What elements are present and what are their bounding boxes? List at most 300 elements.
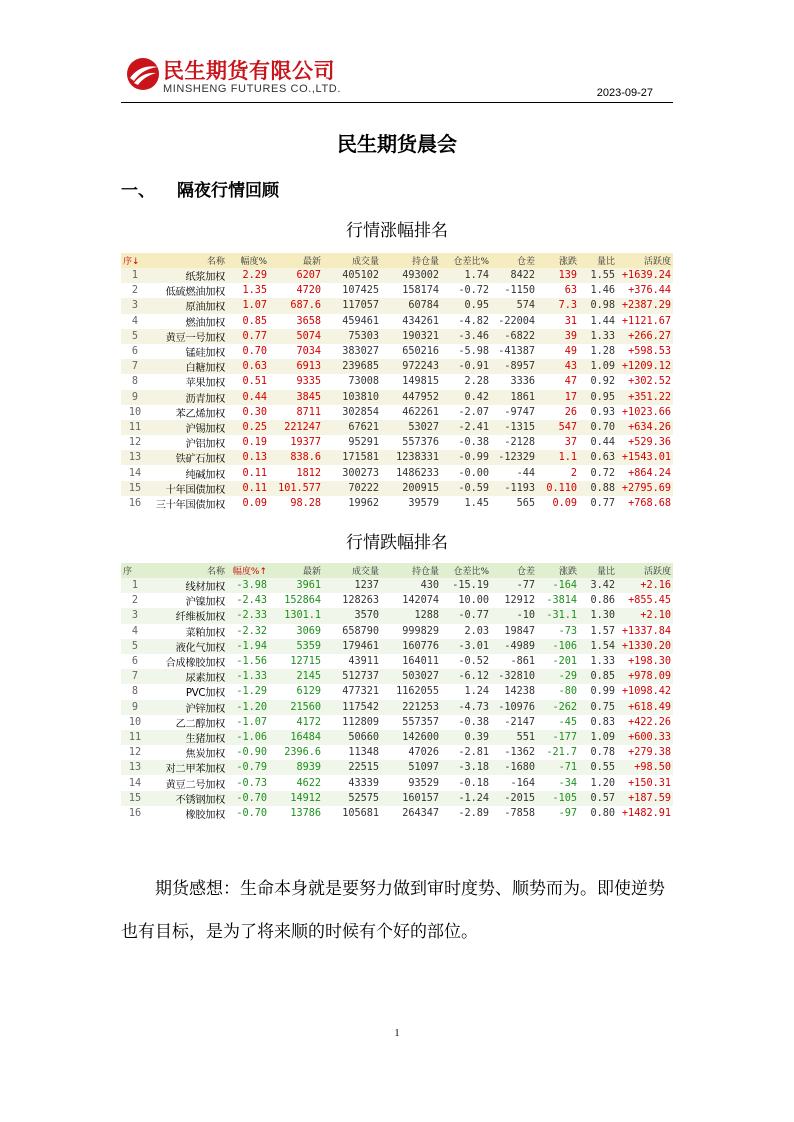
oi-change-cell: 19847 <box>491 624 537 639</box>
price-change-cell: 547 <box>537 420 579 435</box>
seq-cell: 3 <box>121 298 149 313</box>
oi-change-cell: -10976 <box>491 700 537 715</box>
gainers-caption: 行情涨幅排名 <box>346 221 448 241</box>
open-interest-cell: 462261 <box>381 405 441 420</box>
losers-header-open-interest[interactable]: 持仓量 <box>381 563 441 578</box>
gainers-header-name[interactable]: 名称 <box>149 253 227 268</box>
seq-cell: 6 <box>121 654 149 669</box>
seq-cell: 14 <box>121 775 149 790</box>
volume-ratio-cell: 0.99 <box>579 684 617 699</box>
table-row[interactable] <box>121 465 673 480</box>
oi-change-pct-cell: -0.59 <box>441 481 491 496</box>
oi-change-pct-cell: 0.95 <box>441 298 491 313</box>
latest-cell: 3069 <box>269 624 323 639</box>
name-cell: 纸浆加权 <box>149 268 227 283</box>
oi-change-cell: -6822 <box>491 329 537 344</box>
change-pct-cell: -2.32 <box>227 624 269 639</box>
change-pct-cell: 0.77 <box>227 329 269 344</box>
open-interest-cell: 493002 <box>381 268 441 283</box>
name-cell: 十年国债加权 <box>149 481 227 496</box>
seq-cell: 11 <box>121 420 149 435</box>
latest-cell: 16484 <box>269 730 323 745</box>
gainers-header-activity[interactable]: 活跃度 <box>617 253 673 268</box>
seq-cell: 8 <box>121 684 149 699</box>
oi-change-pct-cell: -2.89 <box>441 806 491 821</box>
change-pct-cell: -1.06 <box>227 730 269 745</box>
oi-change-cell: 8422 <box>491 268 537 283</box>
open-interest-cell: 200915 <box>381 481 441 496</box>
volume-ratio-cell: 1.54 <box>579 639 617 654</box>
latest-cell: 8711 <box>269 405 323 420</box>
price-change-cell: -106 <box>537 639 579 654</box>
volume-ratio-cell: 1.55 <box>579 268 617 283</box>
volume-cell: 512737 <box>323 669 381 684</box>
volume-ratio-cell: 1.44 <box>579 314 617 329</box>
table-row[interactable] <box>121 760 673 775</box>
price-change-cell: -177 <box>537 730 579 745</box>
price-change-cell: -73 <box>537 624 579 639</box>
table-row[interactable] <box>121 654 673 669</box>
volume-ratio-cell: 0.44 <box>579 435 617 450</box>
activity-cell: +2795.69 <box>617 481 673 496</box>
gainers-header-volume[interactable]: 成交量 <box>323 253 381 268</box>
losers-header-latest[interactable]: 最新 <box>269 563 323 578</box>
price-change-cell: 37 <box>537 435 579 450</box>
activity-cell: +376.44 <box>617 283 673 298</box>
oi-change-cell: -8957 <box>491 359 537 374</box>
volume-cell: 52575 <box>323 791 381 806</box>
oi-change-pct-cell: 2.03 <box>441 624 491 639</box>
oi-change-cell: -41387 <box>491 344 537 359</box>
gainers-header-latest[interactable]: 最新 <box>269 253 323 268</box>
futures-thoughts-text: 期货感想：生命本身就是要努力做到审时度势、顺势而为。即使逆势也有目标，是为了将来顺的时候有个好的部位。 <box>121 879 665 942</box>
document-title: 民生期货晨会 <box>337 132 457 156</box>
table-row[interactable] <box>121 684 673 699</box>
latest-cell: 6207 <box>269 268 323 283</box>
change-pct-cell: -1.33 <box>227 669 269 684</box>
volume-ratio-cell: 0.86 <box>579 593 617 608</box>
seq-cell: 9 <box>121 700 149 715</box>
seq-cell: 2 <box>121 593 149 608</box>
volume-cell: 19962 <box>323 496 381 511</box>
open-interest-cell: 1486233 <box>381 465 441 480</box>
losers-caption: 行情跌幅排名 <box>346 533 448 553</box>
oi-change-pct-cell: -0.91 <box>441 359 491 374</box>
open-interest-cell: 164011 <box>381 654 441 669</box>
oi-change-cell: -1680 <box>491 760 537 775</box>
oi-change-cell: -2128 <box>491 435 537 450</box>
activity-cell: +600.33 <box>617 730 673 745</box>
table-row[interactable] <box>121 700 673 715</box>
open-interest-cell: 1238331 <box>381 450 441 465</box>
price-change-cell: -201 <box>537 654 579 669</box>
latest-cell: 152864 <box>269 593 323 608</box>
volume-ratio-cell: 1.33 <box>579 329 617 344</box>
volume-ratio-cell: 1.46 <box>579 283 617 298</box>
name-cell: 锰硅加权 <box>149 344 227 359</box>
oi-change-pct-cell: -2.81 <box>441 745 491 760</box>
latest-cell: 6913 <box>269 359 323 374</box>
price-change-cell: -164 <box>537 578 579 593</box>
oi-change-pct-cell: 1.45 <box>441 496 491 511</box>
activity-cell: +351.22 <box>617 390 673 405</box>
price-change-cell: -105 <box>537 791 579 806</box>
price-change-cell: 0.110 <box>537 481 579 496</box>
gainers-header-seq[interactable]: 序↓ <box>121 253 149 268</box>
losers-header-volume[interactable]: 成交量 <box>323 563 381 578</box>
gainers-header-price-change[interactable]: 涨跌 <box>537 253 579 268</box>
activity-cell: +768.68 <box>617 496 673 511</box>
volume-cell: 405102 <box>323 268 381 283</box>
table-row[interactable] <box>121 420 673 435</box>
table-row[interactable] <box>121 745 673 760</box>
name-cell: 生猪加权 <box>149 730 227 745</box>
activity-cell: +1209.12 <box>617 359 673 374</box>
oi-change-cell: -10 <box>491 608 537 623</box>
latest-cell: 4720 <box>269 283 323 298</box>
activity-cell: +1121.67 <box>617 314 673 329</box>
open-interest-cell: 264347 <box>381 806 441 821</box>
activity-cell: +302.52 <box>617 374 673 389</box>
open-interest-cell: 53027 <box>381 420 441 435</box>
latest-cell: 1812 <box>269 465 323 480</box>
latest-cell: 838.6 <box>269 450 323 465</box>
oi-change-cell: -77 <box>491 578 537 593</box>
price-change-cell: -21.7 <box>537 745 579 760</box>
change-pct-cell: 0.19 <box>227 435 269 450</box>
gainers-header-oi-change-pct[interactable]: 仓差比% <box>441 253 491 268</box>
volume-ratio-cell: 0.78 <box>579 745 617 760</box>
name-cell: 原油加权 <box>149 298 227 313</box>
page-header <box>121 54 673 103</box>
change-pct-cell: -0.90 <box>227 745 269 760</box>
open-interest-cell: 47026 <box>381 745 441 760</box>
name-cell: 低硫燃油加权 <box>149 283 227 298</box>
activity-cell: +1023.66 <box>617 405 673 420</box>
table-row[interactable] <box>121 268 673 283</box>
seq-cell: 12 <box>121 745 149 760</box>
losers-header-volume-ratio[interactable]: 量比 <box>579 563 617 578</box>
volume-cell: 300273 <box>323 465 381 480</box>
volume-ratio-cell: 0.55 <box>579 760 617 775</box>
volume-cell: 383027 <box>323 344 381 359</box>
change-pct-cell: -1.29 <box>227 684 269 699</box>
volume-cell: 73008 <box>323 374 381 389</box>
change-pct-cell: -1.20 <box>227 700 269 715</box>
losers-header-activity[interactable]: 活跃度 <box>617 563 673 578</box>
change-pct-cell: 0.51 <box>227 374 269 389</box>
price-change-cell: 1.1 <box>537 450 579 465</box>
table-row[interactable] <box>121 496 673 511</box>
table-row[interactable] <box>121 374 673 389</box>
price-change-cell: 47 <box>537 374 579 389</box>
volume-ratio-cell: 1.09 <box>579 730 617 745</box>
price-change-cell: -31.1 <box>537 608 579 623</box>
gainers-header-oi-change[interactable]: 仓差 <box>491 253 537 268</box>
open-interest-cell: 221253 <box>381 700 441 715</box>
losers-header-oi-change[interactable]: 仓差 <box>491 563 537 578</box>
table-row[interactable] <box>121 283 673 298</box>
activity-cell: +634.26 <box>617 420 673 435</box>
price-change-cell: 49 <box>537 344 579 359</box>
volume-cell: 43911 <box>323 654 381 669</box>
open-interest-cell: 160157 <box>381 791 441 806</box>
volume-cell: 302854 <box>323 405 381 420</box>
name-cell: 黄豆二号加权 <box>149 775 227 790</box>
volume-ratio-cell: 0.57 <box>579 791 617 806</box>
table-row[interactable] <box>121 624 673 639</box>
losers-header-price-change[interactable]: 涨跌 <box>537 563 579 578</box>
activity-cell: +2.10 <box>617 608 673 623</box>
table-row[interactable] <box>121 608 673 623</box>
volume-ratio-cell: 0.77 <box>579 496 617 511</box>
minsheng-logo-icon <box>125 56 161 92</box>
table-row[interactable] <box>121 639 673 654</box>
activity-cell: +150.31 <box>617 775 673 790</box>
volume-cell: 107425 <box>323 283 381 298</box>
oi-change-cell: -22004 <box>491 314 537 329</box>
latest-cell: 6129 <box>269 684 323 699</box>
latest-cell: 1301.1 <box>269 608 323 623</box>
name-cell: 沪铝加权 <box>149 435 227 450</box>
volume-ratio-cell: 0.93 <box>579 405 617 420</box>
oi-change-pct-cell: -0.99 <box>441 450 491 465</box>
latest-cell: 12715 <box>269 654 323 669</box>
latest-cell: 21560 <box>269 700 323 715</box>
seq-cell: 5 <box>121 639 149 654</box>
oi-change-pct-cell: -3.18 <box>441 760 491 775</box>
seq-cell: 14 <box>121 465 149 480</box>
volume-ratio-cell: 0.85 <box>579 669 617 684</box>
oi-change-pct-cell: 1.24 <box>441 684 491 699</box>
table-row[interactable] <box>121 481 673 496</box>
activity-cell: +422.26 <box>617 715 673 730</box>
volume-ratio-cell: 3.42 <box>579 578 617 593</box>
price-change-cell: -97 <box>537 806 579 821</box>
activity-cell: +855.45 <box>617 593 673 608</box>
futures-thoughts-paragraph <box>121 868 681 954</box>
volume-cell: 239685 <box>323 359 381 374</box>
oi-change-pct-cell: -4.82 <box>441 314 491 329</box>
oi-change-pct-cell: -4.73 <box>441 700 491 715</box>
oi-change-cell: -32810 <box>491 669 537 684</box>
table-row[interactable] <box>121 329 673 344</box>
volume-cell: 112809 <box>323 715 381 730</box>
seq-cell: 11 <box>121 730 149 745</box>
price-change-cell: 43 <box>537 359 579 374</box>
activity-cell: +98.50 <box>617 760 673 775</box>
table-row[interactable] <box>121 435 673 450</box>
table-row[interactable] <box>121 390 673 405</box>
seq-cell: 16 <box>121 806 149 821</box>
volume-cell: 477321 <box>323 684 381 699</box>
latest-cell: 98.28 <box>269 496 323 511</box>
volume-cell: 95291 <box>323 435 381 450</box>
table-row[interactable] <box>121 593 673 608</box>
table-row[interactable] <box>121 359 673 374</box>
change-pct-cell: -0.70 <box>227 806 269 821</box>
latest-cell: 3961 <box>269 578 323 593</box>
volume-ratio-cell: 0.92 <box>579 374 617 389</box>
activity-cell: +1337.84 <box>617 624 673 639</box>
change-pct-cell: -1.94 <box>227 639 269 654</box>
volume-cell: 1237 <box>323 578 381 593</box>
volume-cell: 22515 <box>323 760 381 775</box>
price-change-cell: 0.09 <box>537 496 579 511</box>
table-row[interactable] <box>121 791 673 806</box>
volume-ratio-cell: 1.09 <box>579 359 617 374</box>
page-number: 1 <box>394 1028 400 1039</box>
losers-header-name[interactable]: 名称 <box>149 563 227 578</box>
table-row[interactable] <box>121 715 673 730</box>
name-cell: 沪锡加权 <box>149 420 227 435</box>
change-pct-cell: -3.98 <box>227 578 269 593</box>
open-interest-cell: 142074 <box>381 593 441 608</box>
name-cell: 合成橡胶加权 <box>149 654 227 669</box>
activity-cell: +598.53 <box>617 344 673 359</box>
name-cell: 纤维板加权 <box>149 608 227 623</box>
activity-cell: +2387.29 <box>617 298 673 313</box>
name-cell: 焦炭加权 <box>149 745 227 760</box>
open-interest-cell: 158174 <box>381 283 441 298</box>
oi-change-cell: -2147 <box>491 715 537 730</box>
price-change-cell: -45 <box>537 715 579 730</box>
oi-change-pct-cell: -15.19 <box>441 578 491 593</box>
name-cell: 对二甲苯加权 <box>149 760 227 775</box>
change-pct-cell: 2.29 <box>227 268 269 283</box>
name-cell: 菜粕加权 <box>149 624 227 639</box>
latest-cell: 5074 <box>269 329 323 344</box>
activity-cell: +198.30 <box>617 654 673 669</box>
oi-change-cell: -1315 <box>491 420 537 435</box>
oi-change-pct-cell: -0.18 <box>441 775 491 790</box>
volume-ratio-cell: 1.30 <box>579 608 617 623</box>
change-pct-cell: -0.79 <box>227 760 269 775</box>
table-row[interactable] <box>121 669 673 684</box>
table-row[interactable] <box>121 298 673 313</box>
oi-change-pct-cell: -2.41 <box>441 420 491 435</box>
volume-ratio-cell: 0.80 <box>579 806 617 821</box>
table-row[interactable] <box>121 775 673 790</box>
seq-cell: 8 <box>121 374 149 389</box>
losers-header-oi-change-pct[interactable]: 仓差比% <box>441 563 491 578</box>
open-interest-cell: 430 <box>381 578 441 593</box>
volume-ratio-cell: 1.33 <box>579 654 617 669</box>
latest-cell: 5359 <box>269 639 323 654</box>
change-pct-cell: -0.73 <box>227 775 269 790</box>
price-change-cell: -3814 <box>537 593 579 608</box>
volume-ratio-cell: 0.83 <box>579 715 617 730</box>
oi-change-cell: -2015 <box>491 791 537 806</box>
latest-cell: 2145 <box>269 669 323 684</box>
name-cell: 燃油加权 <box>149 314 227 329</box>
volume-ratio-cell: 0.98 <box>579 298 617 313</box>
table-row[interactable] <box>121 450 673 465</box>
latest-cell: 2396.6 <box>269 745 323 760</box>
volume-cell: 70222 <box>323 481 381 496</box>
latest-cell: 9335 <box>269 374 323 389</box>
name-cell: 铁矿石加权 <box>149 450 227 465</box>
activity-cell: +1330.20 <box>617 639 673 654</box>
price-change-cell: -29 <box>537 669 579 684</box>
volume-cell: 11348 <box>323 745 381 760</box>
name-cell: 黄豆一号加权 <box>149 329 227 344</box>
table-row[interactable] <box>121 806 673 821</box>
volume-ratio-cell: 0.75 <box>579 700 617 715</box>
latest-cell: 3658 <box>269 314 323 329</box>
table-row[interactable] <box>121 344 673 359</box>
price-change-cell: -34 <box>537 775 579 790</box>
seq-cell: 13 <box>121 450 149 465</box>
latest-cell: 4622 <box>269 775 323 790</box>
losers-header-seq[interactable]: 序 <box>121 563 149 578</box>
gainers-header-change-pct[interactable]: 幅度% <box>227 253 269 268</box>
table-row[interactable] <box>121 314 673 329</box>
change-pct-cell: 0.70 <box>227 344 269 359</box>
change-pct-cell: 0.13 <box>227 450 269 465</box>
change-pct-cell: 0.25 <box>227 420 269 435</box>
open-interest-cell: 1288 <box>381 608 441 623</box>
price-change-cell: 26 <box>537 405 579 420</box>
open-interest-cell: 51097 <box>381 760 441 775</box>
name-cell: 不锈钢加权 <box>149 791 227 806</box>
price-change-cell: -262 <box>537 700 579 715</box>
activity-cell: +279.38 <box>617 745 673 760</box>
seq-cell: 12 <box>121 435 149 450</box>
price-change-cell: 7.3 <box>537 298 579 313</box>
gainers-header-open-interest[interactable]: 持仓量 <box>381 253 441 268</box>
gainers-header-volume-ratio[interactable]: 量比 <box>579 253 617 268</box>
open-interest-cell: 149815 <box>381 374 441 389</box>
table-row[interactable] <box>121 578 673 593</box>
oi-change-pct-cell: 2.28 <box>441 374 491 389</box>
seq-cell: 10 <box>121 715 149 730</box>
name-cell: 纯碱加权 <box>149 465 227 480</box>
oi-change-cell: -861 <box>491 654 537 669</box>
name-cell: PVC加权 <box>149 684 227 699</box>
seq-cell: 1 <box>121 578 149 593</box>
activity-cell: +1639.24 <box>617 268 673 283</box>
activity-cell: +529.36 <box>617 435 673 450</box>
oi-change-cell: 1861 <box>491 390 537 405</box>
activity-cell: +187.59 <box>617 791 673 806</box>
volume-cell: 103810 <box>323 390 381 405</box>
table-row[interactable] <box>121 405 673 420</box>
volume-cell: 117542 <box>323 700 381 715</box>
table-row[interactable] <box>121 730 673 745</box>
seq-cell: 16 <box>121 496 149 511</box>
seq-cell: 1 <box>121 268 149 283</box>
oi-change-pct-cell: -0.77 <box>441 608 491 623</box>
open-interest-cell: 999829 <box>381 624 441 639</box>
oi-change-pct-cell: -6.12 <box>441 669 491 684</box>
losers-table <box>121 563 673 821</box>
change-pct-cell: -1.56 <box>227 654 269 669</box>
oi-change-cell: -164 <box>491 775 537 790</box>
open-interest-cell: 557357 <box>381 715 441 730</box>
company-name-en: MINSHENG FUTURES CO.,LTD. <box>163 83 341 95</box>
seq-cell: 9 <box>121 390 149 405</box>
volume-ratio-cell: 1.20 <box>579 775 617 790</box>
open-interest-cell: 142600 <box>381 730 441 745</box>
oi-change-pct-cell: 0.42 <box>441 390 491 405</box>
change-pct-cell: 1.35 <box>227 283 269 298</box>
open-interest-cell: 93529 <box>381 775 441 790</box>
latest-cell: 7034 <box>269 344 323 359</box>
losers-header-change-pct[interactable]: 幅度%↑ <box>227 563 269 578</box>
activity-cell: +864.24 <box>617 465 673 480</box>
report-date: 2023-09-27 <box>596 87 653 99</box>
